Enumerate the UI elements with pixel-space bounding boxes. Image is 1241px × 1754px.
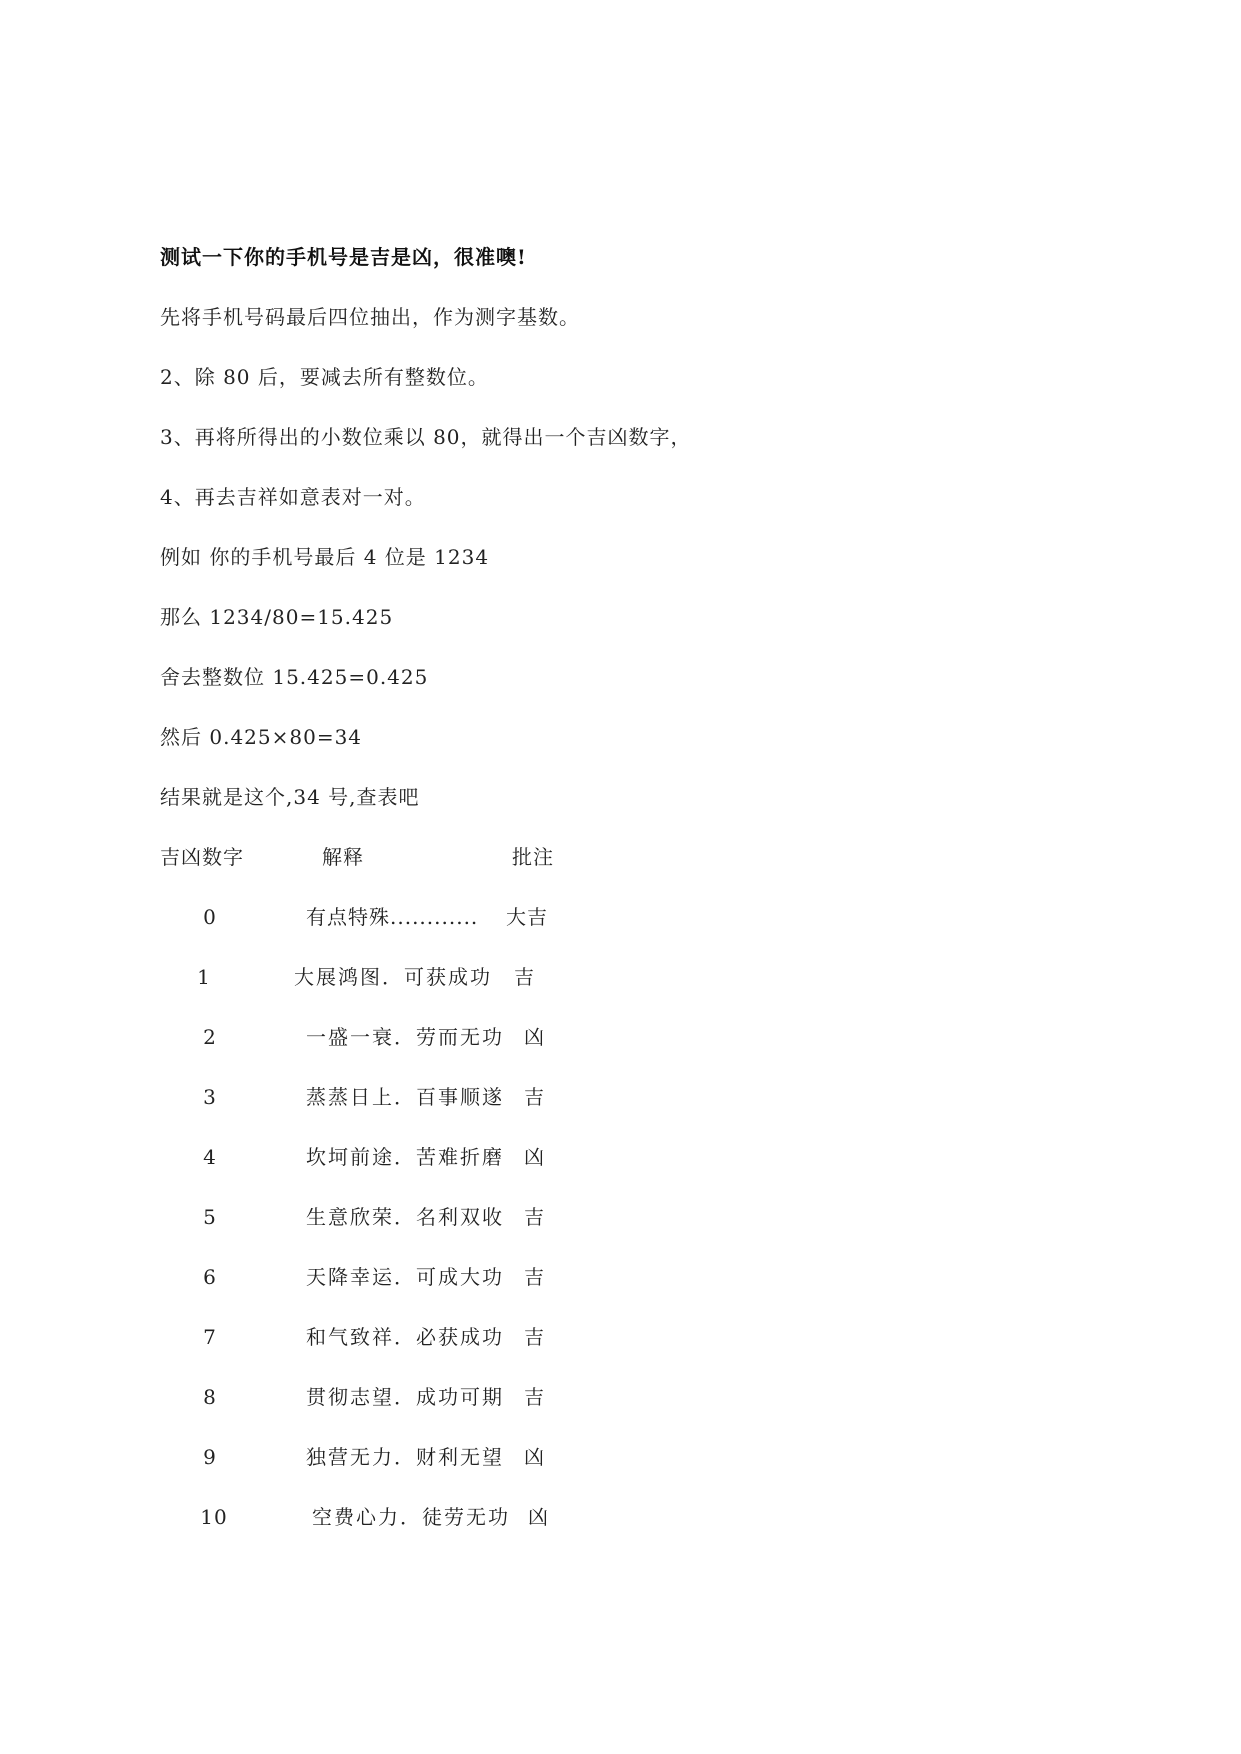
table-row [0, 1324, 1241, 1350]
row-explanation: 空费心力．徒劳无功 [312, 1505, 510, 1529]
paragraph-step-4: 4、再去吉祥如意表对一对。 [160, 485, 426, 509]
table-row [0, 1204, 1241, 1230]
row-number: 2 [203, 1025, 217, 1049]
row-explanation: 蒸蒸日上．百事顺遂 [306, 1085, 504, 1109]
row-explanation: 生意欣荣．名利双收 [306, 1205, 504, 1229]
document-title: 测试一下你的手机号是吉是凶，很准噢! [160, 245, 527, 269]
row-explanation: 一盛一衰．劳而无功 [306, 1025, 504, 1049]
row-explanation: 天降幸运．可成大功 [306, 1265, 504, 1289]
row-note: 凶 [524, 1145, 545, 1169]
row-note: 吉 [524, 1085, 545, 1109]
row-explanation: 独营无力．财利无望 [306, 1445, 504, 1469]
row-note: 凶 [528, 1505, 549, 1529]
row-number: 8 [203, 1385, 217, 1409]
table-row [0, 1264, 1241, 1290]
paragraph-step-3: 3、再将所得出的小数位乘以 80，就得出一个吉凶数字， [160, 425, 692, 449]
paragraph-division: 那么 1234/80=15.425 [160, 605, 394, 629]
table-row [0, 1444, 1241, 1470]
row-number: 7 [203, 1325, 217, 1349]
row-number: 5 [203, 1205, 217, 1229]
paragraph-fraction: 舍去整数位 15.425=0.425 [160, 665, 429, 689]
paragraph-step-2: 2、除 80 后，要减去所有整数位。 [160, 365, 489, 389]
row-number: 0 [203, 905, 217, 929]
row-explanation: 大展鸿图．可获成功 [294, 965, 492, 989]
paragraph-intro: 先将手机号码最后四位抽出，作为测字基数。 [160, 305, 580, 329]
header-number: 吉凶数字 [160, 845, 244, 869]
row-note: 凶 [524, 1025, 545, 1049]
table-row [0, 1144, 1241, 1170]
table-row [0, 904, 1241, 930]
table-row [0, 964, 1241, 990]
table-row [0, 1384, 1241, 1410]
table-row [0, 1504, 1241, 1530]
row-note: 吉 [514, 965, 535, 989]
row-number: 1 [197, 965, 211, 989]
row-explanation: 和气致祥．必获成功 [306, 1325, 504, 1349]
row-note: 吉 [524, 1265, 545, 1289]
header-note: 批注 [512, 845, 554, 869]
row-note: 吉 [524, 1385, 545, 1409]
table-row [0, 1084, 1241, 1110]
row-number: 6 [203, 1265, 217, 1289]
row-number: 4 [203, 1145, 217, 1169]
row-note: 凶 [524, 1445, 545, 1469]
row-explanation: 有点特殊............ [306, 905, 479, 929]
row-explanation: 贯彻志望．成功可期 [306, 1385, 504, 1409]
paragraph-multiply: 然后 0.425×80=34 [160, 725, 363, 749]
row-number: 3 [203, 1085, 217, 1109]
row-note: 大吉 [506, 905, 548, 929]
paragraph-example: 例如 你的手机号最后 4 位是 1234 [160, 545, 490, 569]
table-row [0, 1024, 1241, 1050]
row-note: 吉 [524, 1205, 545, 1229]
paragraph-result: 结果就是这个,34 号,查表吧 [160, 785, 420, 809]
row-explanation: 坎坷前途．苦难折磨 [306, 1145, 504, 1169]
row-note: 吉 [524, 1325, 545, 1349]
row-number: 9 [203, 1445, 217, 1469]
header-explanation: 解释 [322, 845, 364, 869]
row-number: 10 [200, 1505, 228, 1529]
